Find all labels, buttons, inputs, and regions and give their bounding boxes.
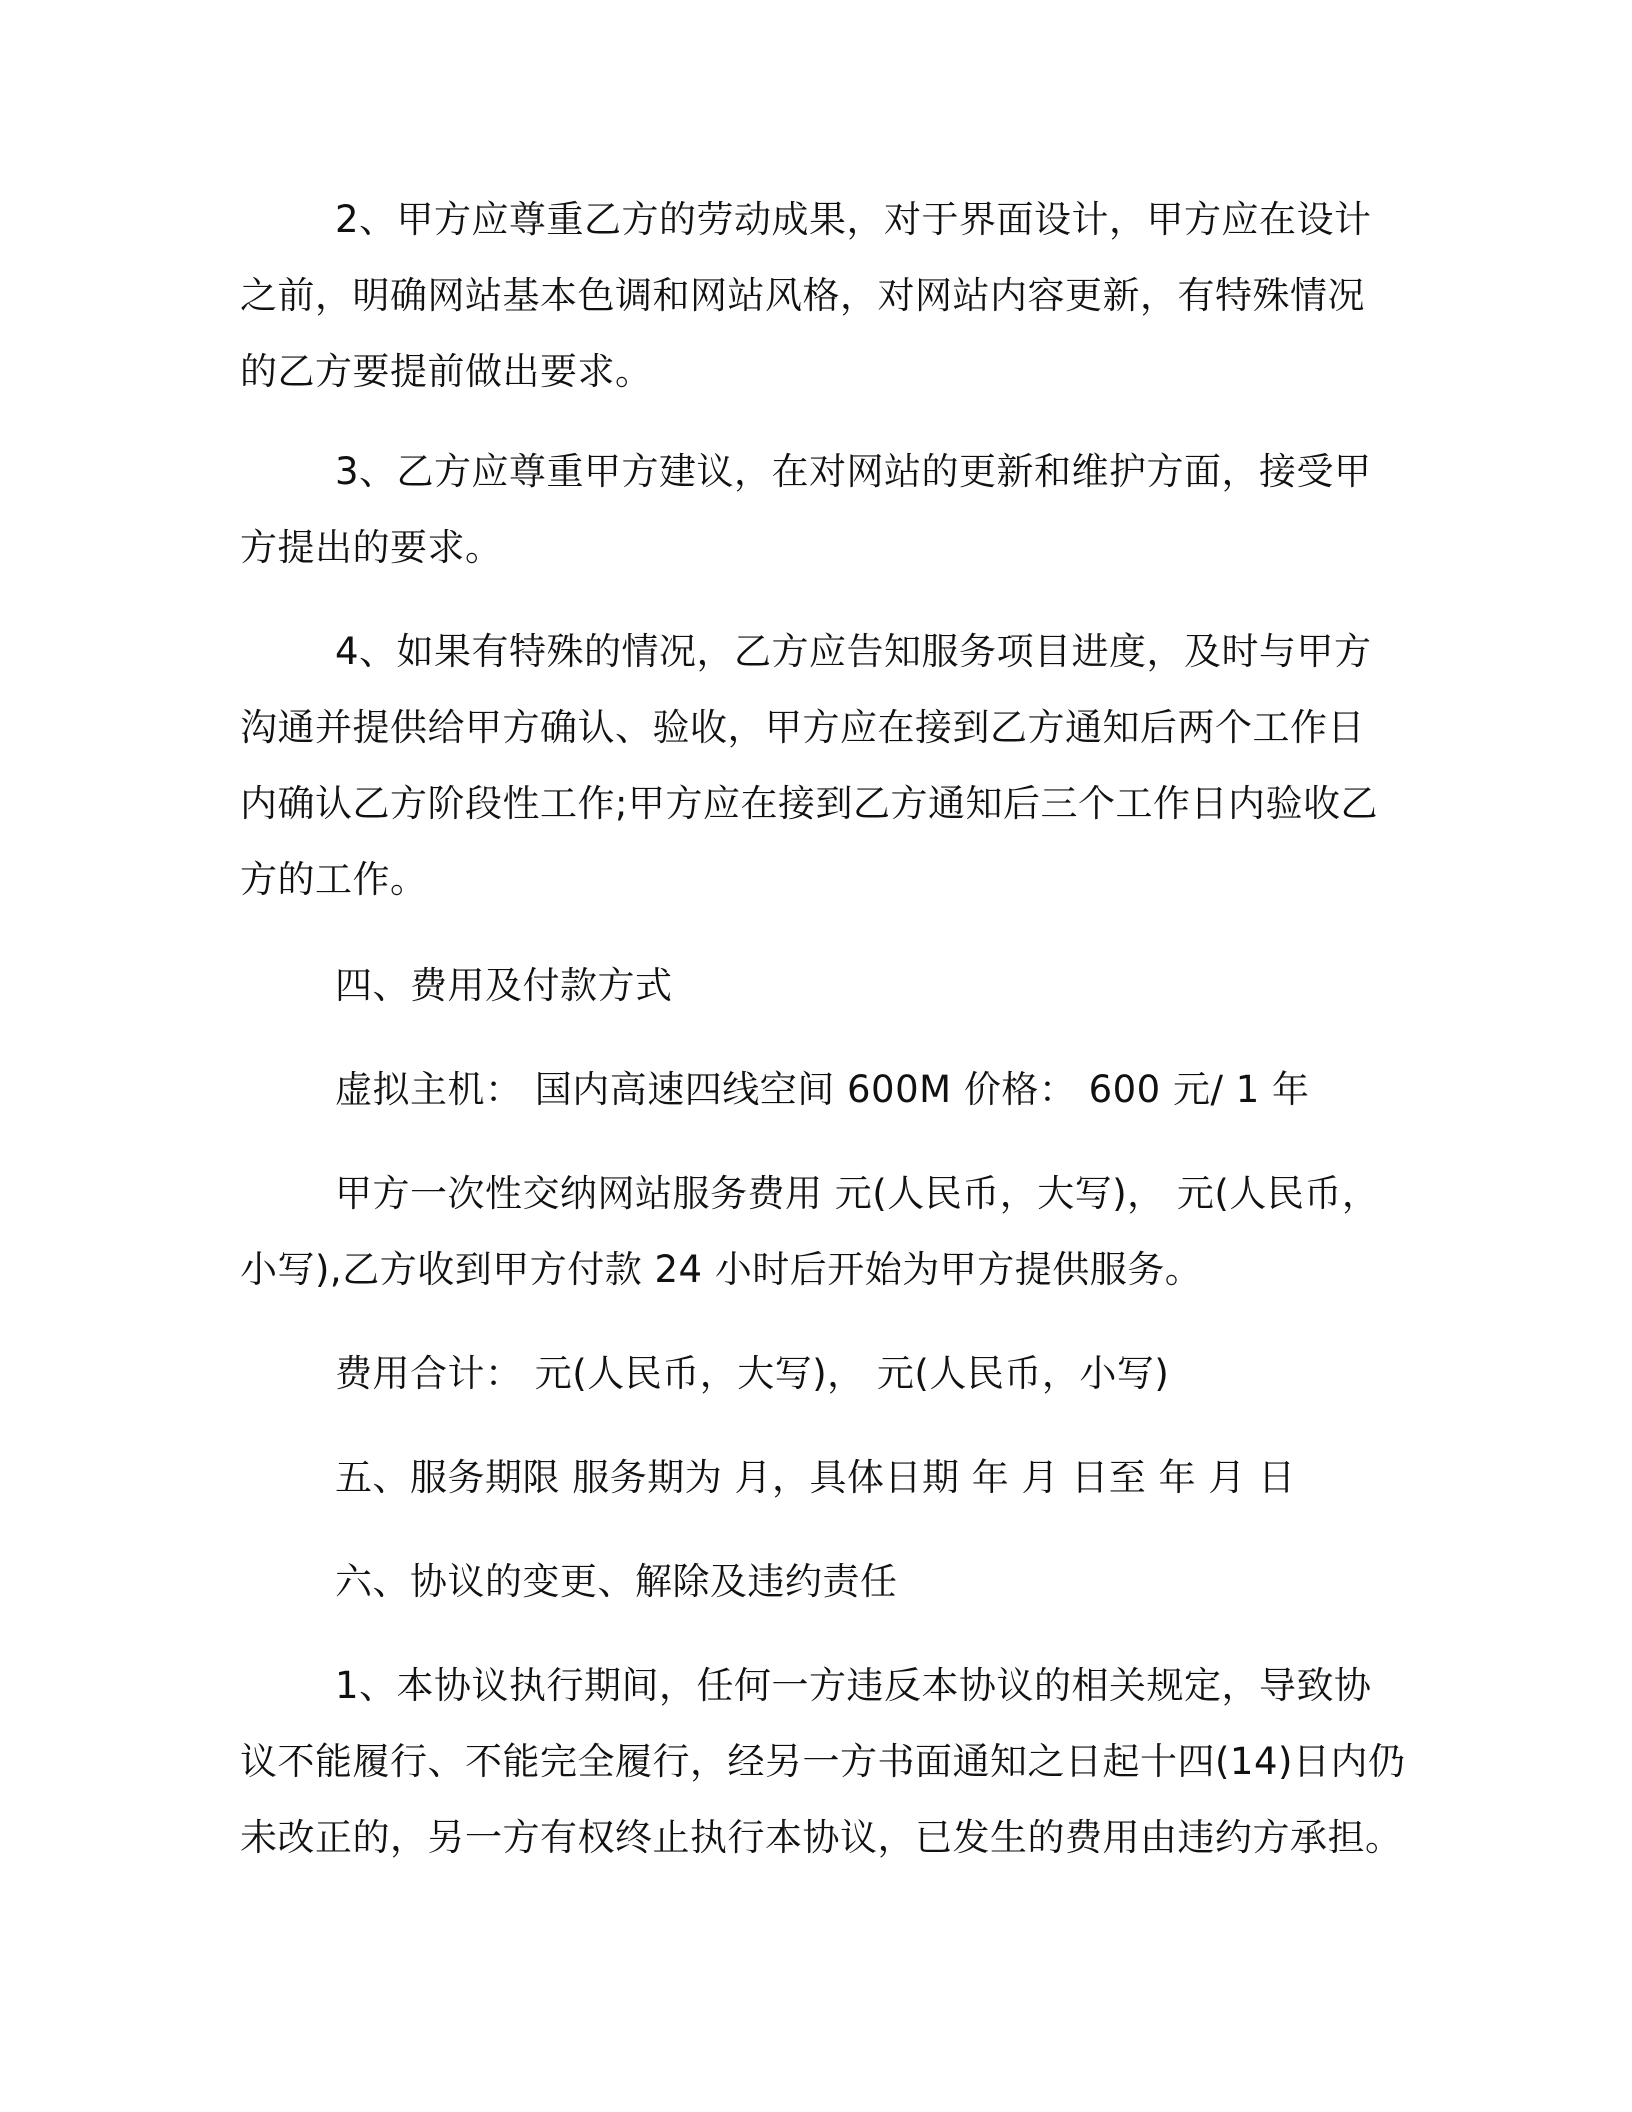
text-line: 内确认乙方阶段性工作;甲方应在接到乙方通知后三个工作日内验收乙 [240,782,1378,825]
text-line: 的乙方要提前做出要求。 [240,350,653,393]
text-line: 之前，明确网站基本色调和网站风格，对网站内容更新，有特殊情况 [240,274,1365,317]
text-line: 方的工作。 [240,858,428,901]
text-line: 费用合计： 元(人民币，大写)， 元(人民币，小写) [335,1352,1170,1395]
text-line: 2、甲方应尊重乙方的劳动成果，对于界面设计，甲方应在设计 [335,198,1372,241]
section-heading: 五、服务期限 服务期为 月，具体日期 年 月 日至 年 月 日 [335,1456,1296,1499]
text-line: 议不能履行、不能完全履行，经另一方书面通知之日起十四(14)日内仍 [240,1740,1406,1783]
text-line: 4、如果有特殊的情况，乙方应告知服务项目进度，及时与甲方 [335,630,1372,673]
text-line: 1、本协议执行期间，任何一方违反本协议的相关规定，导致协 [335,1664,1372,1707]
text-line: 沟通并提供给甲方确认、验收，甲方应在接到乙方通知后两个工作日 [240,706,1365,749]
text-line: 甲方一次性交纳网站服务费用 元(人民币，大写)， 元(人民币， [335,1172,1380,1215]
text-line: 小写),乙方收到甲方付款 24 小时后开始为甲方提供服务。 [240,1248,1203,1291]
text-line: 方提出的要求。 [240,526,503,569]
section-heading: 六、协议的变更、解除及违约责任 [335,1560,898,1603]
text-line: 3、乙方应尊重甲方建议，在对网站的更新和维护方面，接受甲 [335,450,1372,493]
section-heading: 四、费用及付款方式 [335,964,673,1007]
text-line: 未改正的，另一方有权终止执行本协议，已发生的费用由违约方承担。 [240,1816,1403,1859]
text-line: 虚拟主机： 国内高速四线空间 600M 价格： 600 元/ 1 年 [335,1068,1310,1111]
